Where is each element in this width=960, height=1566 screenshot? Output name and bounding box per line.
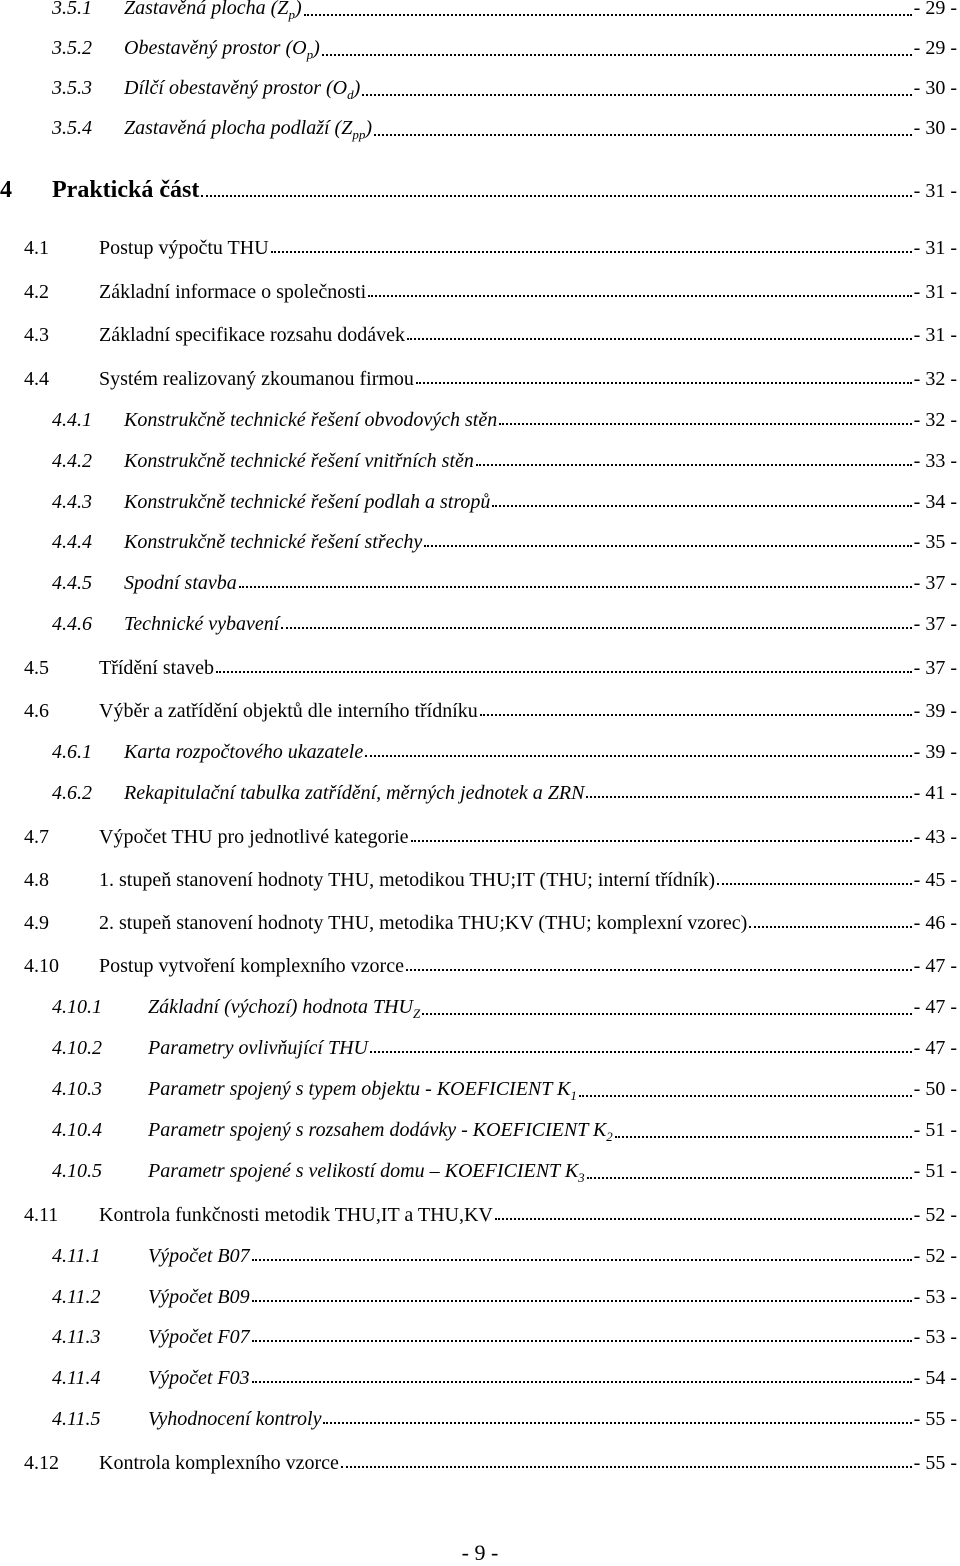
toc-entry-number: 3.5.4 <box>52 117 92 139</box>
toc-entry-title-text: Technické vybavení <box>124 613 280 635</box>
page-number: - 9 - <box>461 1540 499 1565</box>
toc-entry-title <box>124 0 302 23</box>
toc-entry[interactable] <box>0 77 957 107</box>
toc-entry[interactable] <box>0 117 957 147</box>
toc-entry-page: - 41 - <box>913 782 957 804</box>
toc-entry-title <box>99 1204 493 1227</box>
toc-entry-number: 4.8 <box>24 869 49 891</box>
toc-entry-number: 4.10.3 <box>52 1078 102 1100</box>
toc-entry-title <box>124 741 363 764</box>
toc-entry-page: - 31 - <box>913 180 957 202</box>
toc-entry-title <box>124 572 237 595</box>
toc-entry-title <box>124 117 372 143</box>
toc-entry-title <box>99 281 366 304</box>
dot-leader <box>480 714 912 716</box>
toc-entry-page: - 35 - <box>913 531 957 553</box>
toc-entry[interactable] <box>0 1160 957 1190</box>
toc-entry-number: 4.4.6 <box>52 613 92 635</box>
toc-entry-number: 3.5.3 <box>52 77 92 99</box>
toc-entry-number: 4.2 <box>24 281 49 303</box>
toc-entry-number: 4.9 <box>24 912 49 934</box>
toc-entry-title-text: Postup výpočtu THU <box>99 237 269 259</box>
toc-entry-title-text: Základní informace o společnosti <box>99 281 367 303</box>
toc-entry-title-text: Spodní stavba <box>124 572 237 594</box>
toc-entry-title <box>124 782 584 805</box>
toc-entry-subscript: d <box>347 87 354 102</box>
dot-leader <box>322 54 912 56</box>
toc-entry-title <box>124 531 422 554</box>
toc-entry-title <box>99 955 404 978</box>
toc-entry[interactable] <box>0 657 957 687</box>
toc-entry-title <box>148 1037 368 1060</box>
toc-entry-title <box>124 409 497 432</box>
toc-entry-title-text: Základní specifikace rozsahu dodávek <box>99 324 405 346</box>
toc-entry-subscript: p <box>306 47 314 62</box>
toc-entry[interactable] <box>0 782 957 812</box>
toc-entry-number: 4 <box>0 177 12 203</box>
toc-entry-title-text: Rekapitulační tabulka zatřídění, měrných jednotek a ZRN <box>124 782 585 804</box>
toc-entry-page: - 53 - <box>913 1286 957 1308</box>
toc-entry[interactable] <box>0 491 957 521</box>
dot-leader <box>579 1095 912 1097</box>
toc-entry-number: 4.10.4 <box>52 1119 102 1141</box>
toc-entry-number: 4.4.1 <box>52 409 92 431</box>
toc-entry[interactable] <box>0 996 957 1026</box>
toc-entry-title <box>148 1286 250 1309</box>
toc-entry-number: 4.10.5 <box>52 1160 102 1182</box>
toc-entry-title <box>124 491 490 514</box>
toc-entry-title-text: Výpočet B09 <box>148 1286 250 1308</box>
toc-entry[interactable] <box>0 37 957 67</box>
toc-entry-title <box>148 1160 585 1186</box>
dot-leader <box>717 883 912 885</box>
toc-entry-title <box>148 1078 577 1104</box>
toc-entry-title-text: Kontrola komplexního vzorce <box>99 1452 339 1474</box>
toc-entry-title-text: Dílčí obestavěný prostor (O <box>124 77 348 99</box>
toc-entry-subscript: Z <box>412 1006 421 1021</box>
toc-entry-title-text: Konstrukčně technické řešení podlah a stropů <box>124 491 491 513</box>
toc-entry-number: 4.11 <box>24 1204 59 1226</box>
toc-entry-title-text: Parametr spojené s velikostí domu – KOEFICIENT K <box>148 1160 579 1182</box>
dot-leader <box>323 1422 911 1424</box>
toc-entry-title <box>99 237 269 260</box>
toc-entry-title-text: Parametry ovlivňující THU <box>148 1037 368 1059</box>
toc-entry-page: - 55 - <box>913 1452 957 1474</box>
toc-entry-title-text: Karta rozpočtového ukazatele <box>124 741 364 763</box>
toc-entry[interactable] <box>0 177 957 207</box>
toc-entry-page: - 33 - <box>913 450 957 472</box>
toc-entry-subscript: 2 <box>606 1129 613 1144</box>
toc-entry-page: - 43 - <box>913 826 957 848</box>
dot-leader <box>407 338 912 340</box>
toc-entry-title-text: Výpočet F07 <box>148 1326 250 1348</box>
toc-entry-subscript: 3 <box>578 1170 585 1185</box>
toc-entry-title <box>99 368 414 391</box>
toc-entry-page: - 45 - <box>913 869 957 891</box>
toc-entry[interactable] <box>0 1326 957 1356</box>
toc-entry-number: 3.5.1 <box>52 0 92 19</box>
dot-leader <box>239 586 912 588</box>
toc-entry[interactable] <box>0 281 957 311</box>
dot-leader <box>252 1300 912 1302</box>
toc-entry-number: 4.4.4 <box>52 531 92 553</box>
toc-entry-page: - 52 - <box>913 1204 957 1226</box>
toc-entry-title-text: Výběr a zatřídění objektů dle interního třídníku <box>99 700 478 722</box>
toc-entry-page: - 31 - <box>913 281 957 303</box>
toc-entry-title <box>52 177 199 204</box>
toc-entry-title <box>148 1245 250 1268</box>
toc-entry-page: - 32 - <box>913 368 957 390</box>
dot-leader <box>749 926 911 928</box>
toc-entry-title-text: Systém realizovaný zkoumanou firmou <box>99 368 414 390</box>
dot-leader <box>374 134 912 136</box>
toc-entry[interactable] <box>0 869 957 899</box>
toc-entry-title-text: Konstrukčně technické řešení vnitřních stěn <box>124 450 474 472</box>
dot-leader <box>499 423 911 425</box>
dot-leader <box>476 464 912 466</box>
toc-entry-number: 4.4.5 <box>52 572 92 594</box>
toc-entry-number: 4.10.2 <box>52 1037 102 1059</box>
toc-entry[interactable] <box>0 0 957 27</box>
toc-entry[interactable] <box>0 1286 957 1316</box>
toc-entry-page: - 37 - <box>913 657 957 679</box>
toc-entry-page: - 53 - <box>913 1326 957 1348</box>
toc-entry-title-text: Praktická část <box>52 177 200 203</box>
toc-entry[interactable] <box>0 1078 957 1108</box>
toc-entry-number: 4.6.2 <box>52 782 92 804</box>
toc-entry-title-text: Postup vytvoření komplexního vzorce <box>99 955 404 977</box>
toc-entry-title <box>148 1408 321 1431</box>
toc-entry[interactable] <box>0 1367 957 1397</box>
toc-entry-page: - 31 - <box>913 237 957 259</box>
dot-leader <box>252 1259 912 1261</box>
dot-leader <box>370 1051 912 1053</box>
dot-leader <box>587 1177 912 1179</box>
toc-entry-title-text: Výpočet B07 <box>148 1245 250 1267</box>
toc-entry-title-text: Kontrola funkčnosti metodik THU,IT a THU,KV <box>99 1204 493 1226</box>
dot-leader <box>216 671 912 673</box>
toc-entry-title-suffix: ) <box>313 37 320 59</box>
toc-entry-page: - 39 - <box>913 700 957 722</box>
toc-entry-title-text: Zastavěná plocha (Z <box>124 0 289 19</box>
toc-entry-title <box>148 1119 613 1145</box>
toc-entry-number: 4.11.3 <box>52 1326 101 1348</box>
toc-entry[interactable] <box>0 324 957 354</box>
toc-entry-number: 4.10 <box>24 955 59 977</box>
toc-entry-page: - 55 - <box>913 1408 957 1430</box>
toc-entry-title <box>99 324 405 347</box>
toc-entry-number: 4.6 <box>24 700 49 722</box>
toc-entry-number: 4.4 <box>24 368 49 390</box>
toc-entry-number: 4.11.2 <box>52 1286 101 1308</box>
toc-entry[interactable] <box>0 572 957 602</box>
toc-entry-title-text: Konstrukčně technické řešení obvodových stěn <box>124 409 498 431</box>
toc-entry-title <box>148 1367 250 1390</box>
toc-entry-subscript: pp <box>352 127 366 142</box>
toc-entry-subscript: p <box>288 7 295 22</box>
toc-entry-title <box>148 1326 250 1349</box>
toc-entry-title-text: Parametr spojený s rozsahem dodávky - KOEFICIENT K <box>148 1119 607 1141</box>
toc-entry-title <box>124 613 279 636</box>
toc-entry-title-text: Konstrukčně technické řešení střechy <box>124 531 423 553</box>
toc-entry-page: - 47 - <box>913 996 957 1018</box>
toc-entry-page: - 37 - <box>913 572 957 594</box>
toc-entry[interactable] <box>0 613 957 643</box>
toc-entry[interactable] <box>0 1245 957 1275</box>
toc-entry-title-text: Výpočet THU pro jednotlivé kategorie <box>99 826 409 848</box>
toc-entry-subscript: 1 <box>570 1088 577 1103</box>
dot-leader <box>252 1340 912 1342</box>
toc-entry-page: - 37 - <box>913 613 957 635</box>
toc-entry[interactable] <box>0 450 957 480</box>
toc-entry[interactable] <box>0 826 957 856</box>
toc-entry-page: - 52 - <box>913 1245 957 1267</box>
toc-entry-page: - 30 - <box>913 77 957 99</box>
toc-entry-title <box>99 657 214 680</box>
toc-entry[interactable] <box>0 1408 957 1438</box>
toc-entry-page: - 47 - <box>913 1037 957 1059</box>
toc-entry-number: 4.4.2 <box>52 450 92 472</box>
toc-entry-page: - 51 - <box>913 1119 957 1141</box>
toc-entry[interactable] <box>0 741 957 771</box>
dot-leader <box>362 94 911 96</box>
dot-leader <box>406 969 912 971</box>
toc-entry-title-text: Základní (výchozí) hodnota THU <box>148 996 413 1018</box>
dot-leader <box>422 1013 911 1015</box>
toc-entry-number: 4.11.4 <box>52 1367 101 1389</box>
toc-entry-page: - 54 - <box>913 1367 957 1389</box>
dot-leader <box>304 14 912 16</box>
toc-entry-number: 4.12 <box>24 1452 59 1474</box>
toc-entry-title-suffix: ) <box>294 0 302 19</box>
dot-leader <box>615 1136 912 1138</box>
toc-entry-title-text: Obestavěný prostor (O <box>124 37 307 59</box>
toc-entry[interactable] <box>0 912 957 942</box>
toc-entry-title-text: Vyhodnocení kontroly <box>148 1408 322 1430</box>
toc-entry-title <box>124 37 320 63</box>
toc-entry-page: - 29 - <box>913 0 957 19</box>
toc-entry[interactable] <box>0 1452 957 1482</box>
toc-entry-page: - 31 - <box>913 324 957 346</box>
toc-entry[interactable] <box>0 368 957 398</box>
toc-entry-title <box>99 826 409 849</box>
toc-entry-title <box>99 869 715 892</box>
toc-entry-title-suffix: ) <box>365 117 373 139</box>
toc-entry[interactable] <box>0 531 957 561</box>
toc-entry-title-text: 1. stupeň stanovení hodnoty THU, metodikou THU;IT (THU; interní třídník) <box>99 869 716 891</box>
toc-entry-title <box>99 700 478 723</box>
dot-leader <box>281 627 911 629</box>
toc-entry-number: 4.11.5 <box>52 1408 101 1430</box>
dot-leader <box>416 382 912 384</box>
toc-entry-number: 4.3 <box>24 324 49 346</box>
toc-entry-title-text: Výpočet F03 <box>148 1367 250 1389</box>
dot-leader <box>271 251 912 253</box>
toc-entry[interactable] <box>0 700 957 730</box>
toc-entry-title <box>99 912 747 935</box>
toc-entry-number: 4.7 <box>24 826 49 848</box>
dot-leader <box>411 840 912 842</box>
toc-entry-title-suffix: ) <box>353 77 361 99</box>
toc-entry-page: - 34 - <box>913 491 957 513</box>
toc-entry-number: 4.6.1 <box>52 741 92 763</box>
toc-entry-title <box>148 996 420 1022</box>
dot-leader <box>492 505 911 507</box>
toc-entry-page: - 47 - <box>913 955 957 977</box>
toc-entry[interactable] <box>0 237 957 267</box>
dot-leader <box>368 295 912 297</box>
toc-entry-title-text: 2. stupeň stanovení hodnoty THU, metodika THU;KV (THU; komplexní vzorec) <box>99 912 748 934</box>
toc-entry-number: 4.4.3 <box>52 491 92 513</box>
toc-entry-title-text: Zastavěná plocha podlaží (Z <box>124 117 353 139</box>
toc-entry-page: - 46 - <box>913 912 957 934</box>
dot-leader <box>341 1466 912 1468</box>
toc-entry-title-text: Třídění staveb <box>99 657 214 679</box>
toc-entry-page: - 51 - <box>913 1160 957 1182</box>
toc-entry-page: - 39 - <box>913 741 957 763</box>
toc-entry-title-text: Parametr spojený s typem objektu - KOEFICIENT K <box>148 1078 571 1100</box>
toc-entry-number: 4.1 <box>24 237 49 259</box>
toc-entry-number: 3.5.2 <box>52 37 92 59</box>
toc-entry-page: - 50 - <box>913 1078 957 1100</box>
dot-leader <box>365 755 911 757</box>
toc-entry-title <box>124 450 474 473</box>
toc-entry-title <box>99 1452 339 1475</box>
dot-leader <box>495 1218 912 1220</box>
toc-entry[interactable] <box>0 955 957 985</box>
toc-entry[interactable] <box>0 1037 957 1067</box>
dot-leader <box>201 195 911 197</box>
toc-entry-number: 4.5 <box>24 657 49 679</box>
toc-entry-number: 4.10.1 <box>52 996 102 1018</box>
toc-entry-page: - 30 - <box>913 117 957 139</box>
toc-entry-title <box>124 77 360 103</box>
dot-leader <box>586 796 911 798</box>
toc-entry[interactable] <box>0 1204 957 1234</box>
dot-leader <box>252 1381 912 1383</box>
toc-entry[interactable] <box>0 1119 957 1149</box>
dot-leader <box>424 545 911 547</box>
toc-entry[interactable] <box>0 409 957 439</box>
toc-entry-page: - 32 - <box>913 409 957 431</box>
toc-entry-page: - 29 - <box>913 37 957 59</box>
toc-entry-number: 4.11.1 <box>52 1245 101 1267</box>
